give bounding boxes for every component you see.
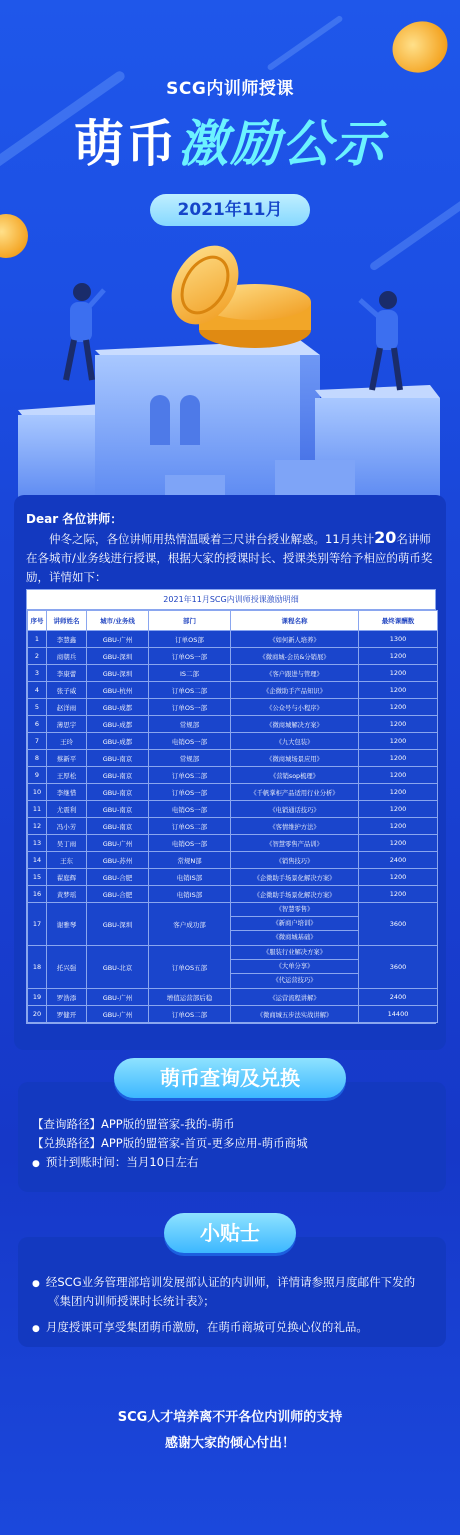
cell-amount: 1200	[359, 750, 438, 767]
hero-title	[0, 104, 460, 176]
incentive-table-grid	[27, 610, 438, 1023]
hero-title-part2: 激励公示	[178, 115, 386, 173]
cell-name: 谢雅琴	[47, 903, 87, 946]
cell-city: GBU-广州	[87, 1006, 149, 1023]
redeem-path-label: 【兑换路径】	[32, 1136, 101, 1150]
cell-name: 王东	[47, 852, 87, 869]
cell-no: 9	[28, 767, 47, 784]
header-name: 讲师姓名	[47, 611, 87, 631]
table-row	[28, 750, 438, 767]
cell-amount: 1200	[359, 682, 438, 699]
intro-text-a: 仲冬之际，各位讲师用热情温暖着三尺讲台授业解惑。11月共计	[49, 532, 375, 546]
cell-name: 蔡新平	[47, 750, 87, 767]
footer-line-1: SCG人才培养离不开各位内训师的支持	[117, 1410, 343, 1425]
cell-course: 《微商城-会员&分销展》	[231, 648, 359, 665]
footer-line-2: 感谢大家的倾心付出！	[164, 1436, 295, 1451]
cell-course	[231, 946, 359, 989]
tip-1	[32, 1273, 437, 1293]
header-city: 城市/业务线	[87, 611, 149, 631]
cell-course: 《九大包装》	[231, 733, 359, 750]
tip-1-text-a: 经SCG业务管理部培训发展部认证的内训师，详情请参照月度邮件下发的	[45, 1275, 416, 1289]
table-row	[28, 1006, 438, 1023]
cell-course: 《企微助手场景化解决方案》	[231, 869, 359, 886]
cell-dept: 常规N部	[149, 852, 231, 869]
cell-city: GBU-南京	[87, 801, 149, 818]
greeting: Dear 各位讲师：	[26, 512, 123, 526]
cell-dept: 常规部	[149, 750, 231, 767]
intro-text-b: 名讲师在各城市/业务线进行授课，根据大家的授课时长、授课类别等给予相应的萌币奖励，详情如下：	[26, 532, 433, 584]
cell-amount: 3600	[359, 946, 438, 989]
cell-course: 《智慧零售产品训》	[231, 835, 359, 852]
cell-course: 《客户跟进与管理》	[231, 665, 359, 682]
cell-name: 罗健开	[47, 1006, 87, 1023]
cell-name: 吴丁雨	[47, 835, 87, 852]
cell-no: 18	[28, 946, 47, 989]
table-title: 2021年11月SCG内训师授课激励明细	[27, 590, 435, 610]
table-row	[28, 989, 438, 1006]
cell-city: GBU-广州	[87, 835, 149, 852]
cell-amount: 1200	[359, 767, 438, 784]
cell-name: 张子威	[47, 682, 87, 699]
cell-dept: 订单OS一部	[149, 648, 231, 665]
cell-dept: 客户成功部	[149, 903, 231, 946]
tips-section-title: 小贴士	[164, 1213, 296, 1253]
cell-dept: 订单OS二部	[149, 1006, 231, 1023]
coin-building-illustration	[0, 230, 460, 500]
cell-city: GBU-苏州	[87, 852, 149, 869]
cell-no: 4	[28, 682, 47, 699]
table-row	[28, 699, 438, 716]
table-body	[28, 631, 438, 1023]
cell-dept: 电销OS一部	[149, 733, 231, 750]
cell-city: GBU-深圳	[87, 903, 149, 946]
header-course: 课程名称	[231, 611, 359, 631]
intro-paragraph	[26, 528, 436, 587]
cell-name: 薄思宇	[47, 716, 87, 733]
cell-name: 商朝兵	[47, 648, 87, 665]
cell-no: 13	[28, 835, 47, 852]
cell-no: 6	[28, 716, 47, 733]
cell-amount: 3600	[359, 903, 438, 946]
header-dept: 部门	[149, 611, 231, 631]
cell-dept: 订单OS二部	[149, 818, 231, 835]
cell-city: GBU-广州	[87, 989, 149, 1006]
cell-amount: 1200	[359, 835, 438, 852]
cell-dept: 增值运营部后稳	[149, 989, 231, 1006]
course-name: 《代运营技巧》	[272, 977, 317, 984]
cell-no: 2	[28, 648, 47, 665]
table-row	[28, 767, 438, 784]
cell-dept: 订单OS一部	[149, 699, 231, 716]
table-row	[28, 648, 438, 665]
cell-city: GBU-南京	[87, 818, 149, 835]
tip-1-text-b: 《集团内训师授课时长统计表》；	[48, 1294, 215, 1308]
header-amount: 最终课酬数	[359, 611, 438, 631]
cell-course: 《微商城五步法实战讲解》	[231, 1006, 359, 1023]
redeem-path-text: APP版的盟管家-首页-更多应用-萌币商城	[101, 1136, 308, 1150]
cell-course: 《企微助手产品知识》	[231, 682, 359, 699]
cell-amount: 1200	[359, 818, 438, 835]
cell-no: 8	[28, 750, 47, 767]
cell-course: 《电销通话技巧》	[231, 801, 359, 818]
cell-no: 10	[28, 784, 47, 801]
cell-no: 5	[28, 699, 47, 716]
cell-dept: 订单OS二部	[149, 767, 231, 784]
cell-name: 翟庭辉	[47, 869, 87, 886]
cell-no: 16	[28, 886, 47, 903]
cell-name: 李慧鑫	[47, 631, 87, 648]
hero-banner	[0, 0, 460, 500]
table-row	[28, 903, 438, 946]
cell-no: 11	[28, 801, 47, 818]
course-name: 《大单分享》	[231, 960, 358, 974]
tip-2: ● 月度授课可享受集团萌币激励，在萌币商城可兑换心仪的礼品。	[32, 1318, 437, 1338]
cell-amount: 1200	[359, 801, 438, 818]
cell-city: GBU-广州	[87, 631, 149, 648]
table-row	[28, 682, 438, 699]
course-name: 《智慧零售》	[231, 903, 358, 917]
query-path	[32, 1115, 235, 1133]
cell-amount: 14400	[359, 1006, 438, 1023]
cell-dept: 订单OS五部	[149, 946, 231, 989]
decor-stripe	[266, 15, 343, 72]
arrival-time: ● 预计到账时间：当月10日左右	[32, 1153, 199, 1173]
cell-dept: 订单OS一部	[149, 784, 231, 801]
cell-course: 《如何新人培养》	[231, 631, 359, 648]
cell-course: 《运营流程讲解》	[231, 989, 359, 1006]
hero-subtitle: SCG内训师授课	[166, 79, 294, 99]
cell-city: GBU-南京	[87, 750, 149, 767]
cell-course: 《千帆掌柜产品适用行业分析》	[231, 784, 359, 801]
table-row	[28, 886, 438, 903]
course-name: 《服装行业解决方案》	[231, 946, 358, 960]
cell-amount: 1300	[359, 631, 438, 648]
table-row	[28, 631, 438, 648]
cell-course	[231, 903, 359, 946]
cell-course: 《企微助手场景化解决方案》	[231, 886, 359, 903]
cell-city: GBU-成都	[87, 716, 149, 733]
cell-amount: 1200	[359, 869, 438, 886]
cell-name: 罗浩添	[47, 989, 87, 1006]
cell-city: GBU-成都	[87, 733, 149, 750]
cell-dept: 常规部	[149, 716, 231, 733]
cell-no: 14	[28, 852, 47, 869]
course-name: 《新商户培训》	[231, 917, 358, 931]
cell-amount: 1200	[359, 665, 438, 682]
cell-name: 李康蕾	[47, 665, 87, 682]
cell-course: 《微商城解决方案》	[231, 716, 359, 733]
query-path-text: APP版的盟管家-我的-萌币	[101, 1117, 235, 1131]
cell-city: GBU-合肥	[87, 869, 149, 886]
cell-city: GBU-合肥	[87, 886, 149, 903]
cell-no: 17	[28, 903, 47, 946]
cell-no: 20	[28, 1006, 47, 1023]
cell-course: 《销售技巧》	[231, 852, 359, 869]
cell-name: 赵洋雨	[47, 699, 87, 716]
date-badge: 2021年11月	[150, 194, 310, 226]
cell-dept: 电销OS一部	[149, 801, 231, 818]
cell-city: GBU-成都	[87, 699, 149, 716]
cell-name: 托兴强	[47, 946, 87, 989]
cell-city: GBU-北京	[87, 946, 149, 989]
cell-name: 王厚松	[47, 767, 87, 784]
cell-amount: 2400	[359, 852, 438, 869]
cell-amount: 1200	[359, 648, 438, 665]
cell-amount: 2400	[359, 989, 438, 1006]
cell-amount: 1200	[359, 784, 438, 801]
intro-count: 20	[374, 528, 397, 547]
cell-dept: 电销IS部	[149, 886, 231, 903]
cell-name: 王玲	[47, 733, 87, 750]
cell-dept: 订单OS部	[149, 631, 231, 648]
cell-no: 12	[28, 818, 47, 835]
incentive-table	[26, 589, 436, 1024]
cell-course: 《营销sop梳理》	[231, 767, 359, 784]
query-path-label: 【查询路径】	[32, 1117, 101, 1131]
cell-name: 黄梦瑶	[47, 886, 87, 903]
table-row	[28, 818, 438, 835]
table-header-row	[28, 611, 438, 631]
redeem-path	[32, 1134, 308, 1152]
cell-no: 1	[28, 631, 47, 648]
cell-city: GBU-深圳	[87, 665, 149, 682]
exchange-section-title: 萌币查询及兑换	[114, 1058, 346, 1098]
cell-city: GBU-杭州	[87, 682, 149, 699]
coin-icon	[384, 13, 456, 82]
cell-course: 《微商城场景应用》	[231, 750, 359, 767]
cell-dept: IS二部	[149, 665, 231, 682]
cell-dept: 电销OS一部	[149, 835, 231, 852]
cell-dept: 订单OS二部	[149, 682, 231, 699]
cell-name: 李继惜	[47, 784, 87, 801]
cell-city: GBU-南京	[87, 767, 149, 784]
table-row	[28, 835, 438, 852]
cell-no: 7	[28, 733, 47, 750]
cell-amount: 1200	[359, 886, 438, 903]
cell-no: 15	[28, 869, 47, 886]
table-row	[28, 869, 438, 886]
hero-title-part1: 萌币	[74, 115, 178, 173]
cell-amount: 1200	[359, 733, 438, 750]
cell-amount: 1200	[359, 716, 438, 733]
cell-city: GBU-深圳	[87, 648, 149, 665]
table-row	[28, 801, 438, 818]
cell-name: 冯小芳	[47, 818, 87, 835]
table-row	[28, 784, 438, 801]
cell-dept: 电销IS部	[149, 869, 231, 886]
cell-no: 3	[28, 665, 47, 682]
cell-name: 尤震利	[47, 801, 87, 818]
cell-course: 《客情维护方法》	[231, 818, 359, 835]
cell-city: GBU-南京	[87, 784, 149, 801]
header-no: 序号	[28, 611, 47, 631]
table-row	[28, 716, 438, 733]
cell-course: 《公众号与小程序》	[231, 699, 359, 716]
table-row	[28, 733, 438, 750]
cell-amount: 1200	[359, 699, 438, 716]
table-row	[28, 946, 438, 989]
table-row	[28, 852, 438, 869]
table-row	[28, 665, 438, 682]
cell-no: 19	[28, 989, 47, 1006]
course-name: 《微商城基础》	[272, 934, 317, 941]
